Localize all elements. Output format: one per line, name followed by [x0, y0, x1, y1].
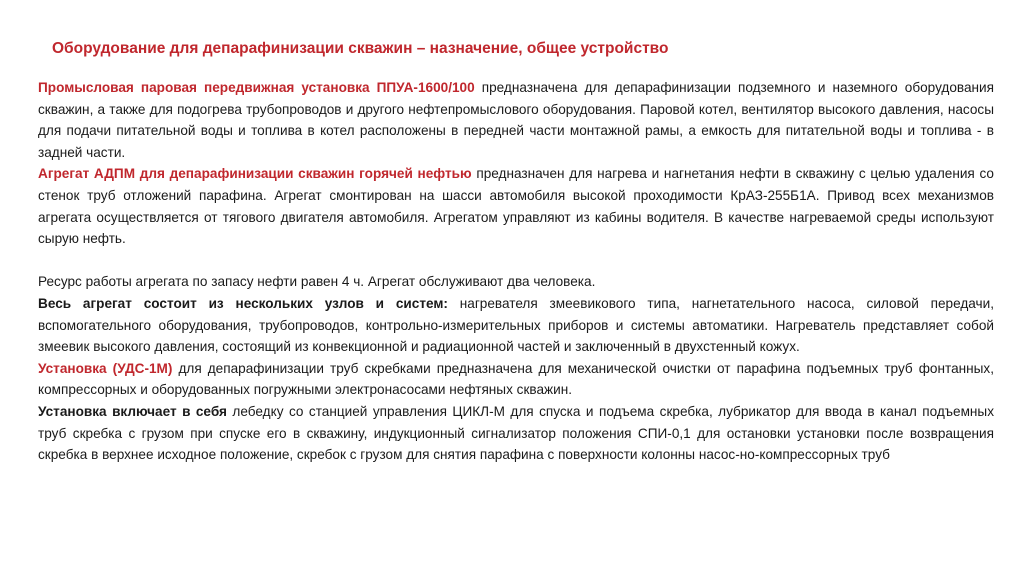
paragraph-adpm: [38, 163, 994, 249]
paragraph-adpm-lead: Агрегат АДПМ для депарафинизации скважин горячей нефтью: [38, 166, 472, 182]
paragraph-uds: [38, 358, 994, 401]
paragraph-ppua: [38, 77, 994, 163]
paragraph-resource-text: Ресурс работы агрегата по запасу нефти равен 4 ч. Агрегат обслуживают два человека.: [38, 274, 596, 290]
paragraph-uds-text: для депарафинизации труб скребками предназначена для механической очистки от парафина подъемных труб фонтанных, компрессорных и оборудованных погружными электронасосами нефтяных скважин.: [38, 360, 994, 398]
slide-content: [38, 77, 994, 466]
paragraph-adpm-text: предназначен для нагрева и нагнетания нефти в скважину с целью удаления со стенок труб отложений парафина. Агрегат смонтирован на шасси автомобиля высокой проходимости КрАЗ-255Б1А. Привод всех механизмов агрегата осуществляется от тягового двигателя автомобиля. Агрегатом управляют из кабины водителя. В качестве нагреваемой среды используют сырую нефть.: [38, 166, 994, 247]
paragraph-resource: [38, 271, 994, 293]
paragraph-uds-lead: Установка (УДС-1М): [38, 360, 173, 376]
paragraph-units: [38, 293, 994, 358]
blank-line: [38, 250, 994, 272]
slide-title: Оборудование для депарафинизации скважин – назначение, общее устройство: [52, 40, 669, 57]
paragraph-ppua-text: предназначена для депарафинизации подземного и наземного оборудования скважин, а также для подогрева трубопроводов и другого нефтепромыслового оборудования. Паровой котел, вентилятор высокого давления, насосы для подачи питательной воды и топлива в котел расположены в передней части монтажной рамы, а емкость для питательной воды и топлива - в задней части.: [38, 80, 995, 160]
paragraph-uds-includes-text: лебедку со станцией управления ЦИКЛ-М для спуска и подъема скребка, лубрикатор для ввода в канал подъемных труб скребка с грузом при спуске его в скважину, индукционный сигнализатор положения СПИ-0,1 для остановки установки после возвращения скребка в верхнее исходное положение, скребок с грузом для снятия парафина с поверхности колонны насос-но-компрессорных труб: [38, 403, 994, 463]
paragraph-units-lead: Весь агрегат состоит из нескольких узлов и систем:: [38, 295, 448, 311]
paragraph-ppua-lead: Промысловая паровая передвижная установка ППУА-1600/100: [38, 80, 475, 95]
paragraph-uds-includes: [38, 401, 994, 466]
paragraph-uds-includes-lead: Установка включает в себя: [38, 403, 227, 419]
paragraph-units-text: нагревателя змеевикового типа, нагнетательного насоса, силовой передачи, вспомогательного оборудования, трубопроводов, контрольно-измерительных приборов и системы автоматики. Нагреватель представляет собой змеевик высокого давления, состоящий из конвекционной и радиационной частей и заключенный в двухстенный кожух.: [38, 295, 994, 355]
